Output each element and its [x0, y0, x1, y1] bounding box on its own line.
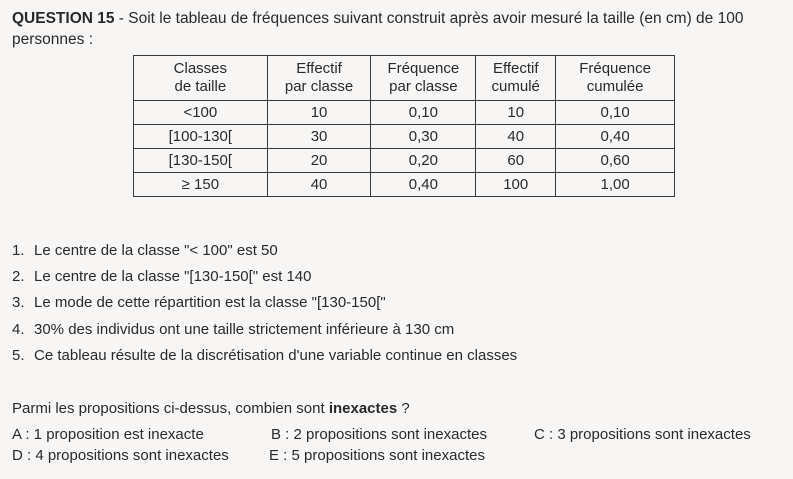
statement-number: 5. — [12, 346, 25, 364]
table-row — [134, 101, 675, 125]
table-cell: 60 — [476, 149, 556, 173]
statement-text: Ce tableau résulte de la discrétisation d'une variable continue en classes — [34, 346, 518, 364]
answer-option-e[interactable]: E : 5 propositions sont inexactes — [269, 447, 485, 464]
header-effectif-cumule: Effectif cumulé — [476, 56, 556, 101]
prompt-emphasis: inexactes — [328, 400, 398, 417]
statement-number: 2. — [12, 268, 25, 286]
statement-item — [12, 292, 517, 318]
table-cell: 0,60 — [556, 149, 675, 173]
table-cell: 0,10 — [371, 101, 476, 125]
table-cell: [130-150[ — [134, 149, 268, 173]
statement-text: Le centre de la classe "< 100" est 50 — [34, 242, 278, 259]
table-cell: 0,30 — [371, 125, 476, 149]
question-label: QUESTION 15 — [12, 10, 115, 27]
table-cell: 10 — [267, 101, 371, 125]
answer-option-c[interactable]: C : 3 propositions sont inexactes — [534, 426, 751, 443]
statement-item — [12, 319, 517, 345]
table-cell: 20 — [267, 149, 371, 173]
question-separator: - — [114, 10, 129, 27]
table-header-row — [134, 56, 675, 101]
table-cell: 1,00 — [556, 173, 675, 197]
table-cell: 0,40 — [556, 125, 675, 149]
answer-option-d[interactable]: D : 4 propositions sont inexactes — [12, 447, 229, 464]
prompt-text: Parmi les propositions ci-dessus, combien sont — [12, 400, 329, 417]
question-prompt — [12, 399, 410, 419]
statement-item — [12, 240, 517, 266]
statement-number: 1. — [12, 242, 25, 259]
table-cell: 40 — [267, 173, 371, 197]
statement-text: 30% des individus ont une taille strictement inférieure à 130 cm — [34, 320, 455, 338]
statement-number: 4. — [12, 320, 25, 338]
question-header — [12, 8, 782, 50]
table-cell: 30 — [267, 125, 371, 149]
statement-item — [12, 266, 517, 292]
table-cell: 100 — [476, 173, 556, 197]
statement-list — [12, 240, 517, 371]
table-cell: ≥ 150 — [134, 173, 268, 197]
question-text: Soit le tableau de fréquences suivant construit après avoir mesuré la taille (en cm) de 100 personnes : — [12, 10, 744, 48]
frequency-table — [133, 55, 675, 197]
table-cell: 0,20 — [371, 149, 476, 173]
table-cell: [100-130[ — [134, 125, 268, 149]
table-row — [134, 173, 675, 197]
statement-text: Le mode de cette répartition est la classe "[130-150[" — [34, 294, 386, 312]
answer-option-b[interactable]: B : 2 propositions sont inexactes — [271, 426, 487, 443]
table-cell: 40 — [476, 125, 556, 149]
table-cell: 0,10 — [556, 101, 675, 125]
table-cell: 0,40 — [371, 173, 476, 197]
header-effectif: Effectif par classe — [267, 56, 371, 101]
header-frequence: Fréquence par classe — [371, 56, 476, 101]
table-row — [134, 125, 675, 149]
prompt-end: ? — [397, 400, 410, 417]
statement-text: Le centre de la classe "[130-150[" est 140 — [34, 268, 312, 286]
header-frequence-cumulee: Fréquence cumulée — [556, 56, 675, 101]
table-cell: <100 — [134, 101, 268, 125]
answer-option-a[interactable]: A : 1 proposition est inexacte — [12, 426, 204, 443]
table-row — [134, 149, 675, 173]
statement-number: 3. — [12, 294, 25, 312]
header-classes: Classes de taille — [134, 56, 268, 101]
statement-item — [12, 345, 517, 371]
table-cell: 10 — [476, 101, 556, 125]
